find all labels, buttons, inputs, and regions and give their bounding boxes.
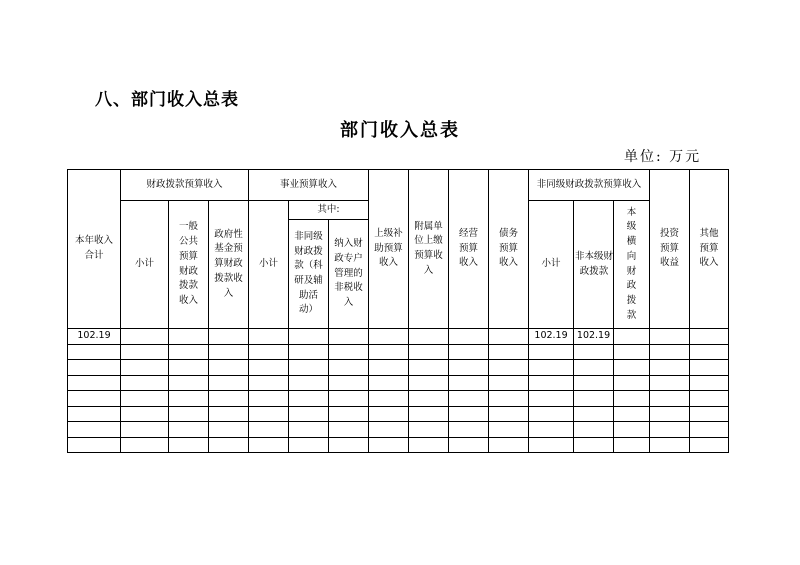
table-cell: [289, 391, 329, 407]
table-cell: [409, 422, 449, 438]
table-cell: [209, 391, 249, 407]
table-row: [68, 391, 729, 407]
table-cell: [449, 360, 489, 376]
table-cell: [574, 360, 614, 376]
table-cell: [574, 391, 614, 407]
table-cell: [329, 375, 369, 391]
table-cell: [449, 375, 489, 391]
header-business-subtotal: 小计: [249, 201, 289, 329]
table-row: [68, 344, 729, 360]
table-cell: [690, 375, 729, 391]
table-cell: [121, 344, 169, 360]
table-row: [68, 360, 729, 376]
table-cell: [289, 344, 329, 360]
header-local-horizontal: 本级横向财政拨款: [614, 201, 650, 329]
table-cell: [614, 422, 650, 438]
table-cell: [329, 329, 369, 345]
table-cell: [329, 391, 369, 407]
table-cell: [650, 437, 690, 453]
table-cell: [369, 344, 409, 360]
table-row: [68, 329, 729, 345]
table-cell: [690, 406, 729, 422]
table-cell: [329, 360, 369, 376]
table-cell: [690, 437, 729, 453]
section-title: 八、部门收入总表: [95, 90, 239, 110]
header-non-peer-subtotal: 小计: [529, 201, 574, 329]
table-cell: [574, 422, 614, 438]
table-cell: [289, 406, 329, 422]
table-cell: [614, 329, 650, 345]
table-cell: [650, 344, 690, 360]
table-cell: [409, 375, 449, 391]
table-cell: [121, 422, 169, 438]
table-cell: [249, 391, 289, 407]
header-non-peer-group: 非同级财政拨款预算收入: [529, 170, 650, 201]
table-cell: [209, 360, 249, 376]
table-cell: [650, 329, 690, 345]
header-fiscal-group: 财政拨款预算收入: [121, 170, 249, 201]
table-cell: [329, 437, 369, 453]
table-cell: [489, 329, 529, 345]
table-cell: [614, 406, 650, 422]
table-cell: [650, 406, 690, 422]
table-cell: [369, 329, 409, 345]
table-cell: [68, 344, 121, 360]
table-cell: [409, 360, 449, 376]
table-cell: [614, 437, 650, 453]
table-cell: [409, 437, 449, 453]
table-cell: [489, 375, 529, 391]
table-cell: [574, 406, 614, 422]
header-affiliated-remit: 附属单位上缴预算收入: [409, 170, 449, 329]
income-summary-table: [67, 169, 729, 453]
table-cell: [529, 391, 574, 407]
table-cell: [329, 406, 369, 422]
header-non-local-fiscal: 非本级财政拨款: [574, 201, 614, 329]
table-cell: [574, 344, 614, 360]
table-cell: [249, 406, 289, 422]
table-cell: [249, 360, 289, 376]
header-business-group: 事业预算收入: [249, 170, 369, 201]
table-cell: [409, 406, 449, 422]
table-cell: [209, 422, 249, 438]
table-cell: [169, 406, 209, 422]
table-cell: [409, 329, 449, 345]
table-cell: [249, 375, 289, 391]
table-cell: [409, 344, 449, 360]
table-cell: [650, 360, 690, 376]
table-cell: [650, 391, 690, 407]
header-operating: 经营预算收入: [449, 170, 489, 329]
table-cell: [169, 344, 209, 360]
table-cell: [690, 391, 729, 407]
table-cell: 102.19: [529, 329, 574, 345]
table-cell: [529, 344, 574, 360]
table-cell: [209, 437, 249, 453]
table-cell: [369, 360, 409, 376]
header-other: 其他预算收入: [690, 170, 729, 329]
header-fiscal-subtotal: 小计: [121, 201, 169, 329]
table-cell: [690, 344, 729, 360]
table-cell: [68, 375, 121, 391]
table-cell: [650, 422, 690, 438]
table-cell: [209, 344, 249, 360]
table-cell: [489, 422, 529, 438]
table-cell: [289, 360, 329, 376]
table-cell: [574, 437, 614, 453]
table-cell: [690, 360, 729, 376]
table-cell: [121, 375, 169, 391]
table-cell: [249, 437, 289, 453]
header-investment: 投资预算收益: [650, 170, 690, 329]
table-cell: [529, 360, 574, 376]
table-cell: [650, 375, 690, 391]
table-cell: [529, 406, 574, 422]
table-cell: 102.19: [574, 329, 614, 345]
table-cell: [369, 391, 409, 407]
table-cell: [121, 329, 169, 345]
table-cell: [489, 391, 529, 407]
table-cell: [449, 329, 489, 345]
table-cell: [209, 375, 249, 391]
table-cell: [209, 329, 249, 345]
table-cell: [289, 422, 329, 438]
header-general-public: 一般公共预算财政拨款收入: [169, 201, 209, 329]
table-body: [68, 329, 729, 453]
table-cell: [369, 437, 409, 453]
unit-label: 单位: 万元: [624, 149, 702, 165]
table-cell: [449, 406, 489, 422]
table-cell: [409, 391, 449, 407]
table-cell: [68, 406, 121, 422]
table-cell: [369, 406, 409, 422]
table-cell: [489, 344, 529, 360]
table-cell: [169, 422, 209, 438]
table-cell: [449, 344, 489, 360]
table-row: [68, 437, 729, 453]
table-cell: [68, 360, 121, 376]
table-title: 部门收入总表: [340, 120, 460, 141]
table-cell: [614, 344, 650, 360]
table-cell: [249, 329, 289, 345]
table-cell: [614, 375, 650, 391]
table-cell: [249, 422, 289, 438]
table-cell: [489, 406, 529, 422]
table-cell: [289, 375, 329, 391]
table-cell: [169, 437, 209, 453]
table-cell: [529, 422, 574, 438]
table-cell: [121, 391, 169, 407]
table-cell: [121, 406, 169, 422]
header-debt: 债务预算收入: [489, 170, 529, 329]
table-cell: [249, 344, 289, 360]
table-row: [68, 422, 729, 438]
table-cell: [529, 437, 574, 453]
header-tax-special: 纳入财政专户管理的非税收入: [329, 220, 369, 329]
table-cell: [449, 437, 489, 453]
table-cell: [449, 422, 489, 438]
table-cell: [68, 422, 121, 438]
table-cell: [690, 329, 729, 345]
table-cell: [690, 422, 729, 438]
table-cell: [614, 391, 650, 407]
table-cell: [68, 391, 121, 407]
table-cell: [329, 422, 369, 438]
table-cell: [489, 437, 529, 453]
table-cell: [529, 375, 574, 391]
table-row: [68, 375, 729, 391]
table-cell: [289, 329, 329, 345]
header-total-income: 本年收入合计: [68, 170, 121, 329]
table-cell: [329, 344, 369, 360]
header-gov-fund: 政府性基金预算财政拨款收入: [209, 201, 249, 329]
table-cell: [169, 375, 209, 391]
table-cell: [209, 406, 249, 422]
table-cell: [614, 360, 650, 376]
table-cell: [121, 360, 169, 376]
table-cell: [574, 375, 614, 391]
table-cell: [369, 375, 409, 391]
table-cell: [449, 391, 489, 407]
header-superior-subsidy: 上级补助预算收入: [369, 170, 409, 329]
table-cell: [169, 391, 209, 407]
table-cell: [121, 437, 169, 453]
table-cell: [169, 360, 209, 376]
table-cell: [169, 329, 209, 345]
table-cell: 102.19: [68, 329, 121, 345]
table-row: [68, 406, 729, 422]
table-cell: [489, 360, 529, 376]
table-cell: [289, 437, 329, 453]
table-cell: [68, 437, 121, 453]
header-of-which: 其中:: [289, 201, 369, 220]
header-non-peer-fiscal-research: 非同级财政拨款（科研及辅助活动）: [289, 220, 329, 329]
table-cell: [369, 422, 409, 438]
